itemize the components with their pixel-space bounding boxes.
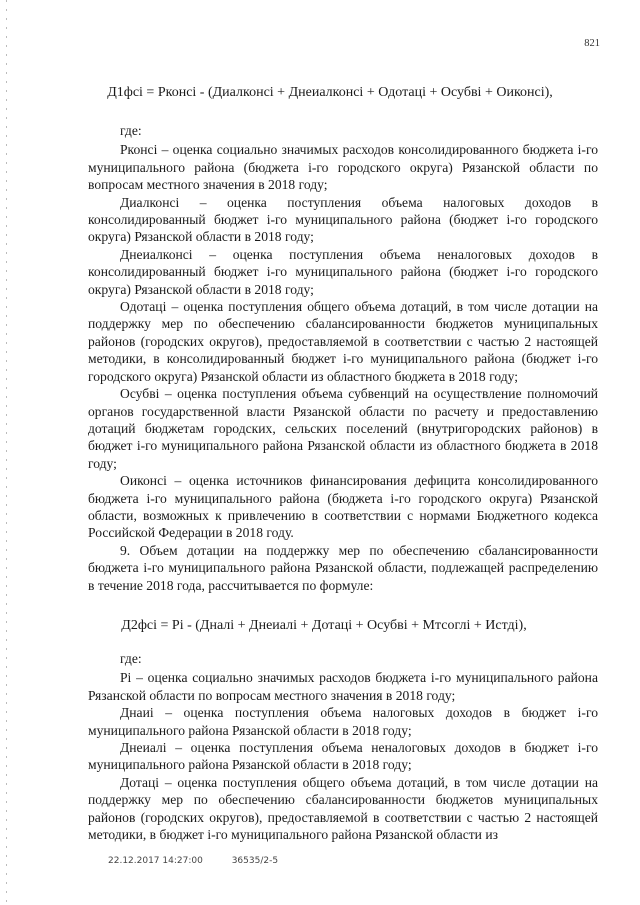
definition-oikons: Оиконсi – оценка источников финансирования дефицита консолидированного бюджета i-го муниципального района (бюджета i-го городского округа) Рязанской области, возможных к привлечению в соответствии с нормами Бюджетного кодекса Российской Федерации в 2018 году. bbox=[88, 473, 598, 541]
formula-d1fs: Д1фсi = Рконсi - (Диалконсi + Днеиалконсi + Одотацi + Осубвi + Оиконсi), bbox=[107, 85, 553, 100]
definition-dnal: Днаиi – оценка поступления объема налоговых доходов в бюджет i-го муниципального района Рязанской области в 2018 году; bbox=[88, 705, 598, 738]
definition-dneial: Днеиалi – оценка поступления объема неналоговых доходов в бюджет i-го муниципального района Рязанской области в 2018 году; bbox=[88, 740, 598, 773]
definition-odotac: Одотацi – оценка поступления общего объема дотаций, в том числе дотации на поддержку мер по обеспечению сбалансированности бюджетов муниципальных районов (городских округов), предоставляемой в соответствии с частью 2 настоящей методики, в консолидированный бюджет i-го муниципального района (бюджет i-го городского округа) Рязанской области из областного бюджета в 2018 году; bbox=[88, 299, 598, 384]
definition-dialkons: Диалконсi – оценка поступления объема налоговых доходов в консолидированный бюджет i-го муниципального района (бюджет i-го городского округа) Рязанской области в 2018 году; bbox=[88, 194, 598, 245]
scan-margin-line bbox=[6, 0, 7, 905]
formula-d2fs: Д2фсi = Рi - (Дналi + Днеиалi + Дотацi + Осубвi + Мтсоглi + Истдi), bbox=[121, 618, 527, 633]
where-label: где: bbox=[120, 123, 142, 138]
footer-doc-code: 36535/2-5 bbox=[231, 856, 279, 866]
definition-osubv: Осубвi – оценка поступления объема субвенций на осуществление полномочий органов государственной власти Рязанской области по расчету и предоставлению дотаций бюджетам городских, сельских поселений (внутригородских районов) в бюджет i-го муниципального района Рязанской области из областного бюджета в 2018 году; bbox=[88, 386, 598, 471]
item-9-paragraph: 9. Объем дотации на поддержку мер по обеспечению сбалансированности бюджета i-го муниципального района Рязанской области, подлежащей распределению в течение 2018 года, рассчитывается по формуле: bbox=[88, 542, 598, 593]
definition-dotac: Дотацi – оценка поступления общего объема дотаций, в том числе дотации на поддержку мер по обеспечению сбалансированности бюджетов муниципальных районов (городских округов), предоставляемой в соответствии с частью 2 настоящей методики, в бюджет i-го муниципального района Рязанской области из bbox=[88, 774, 598, 843]
definition-r: Рi – оценка социально значимых расходов бюджета i-го муниципального района Рязанской области по вопросам местного значения в 2018 году; bbox=[88, 670, 598, 703]
definition-dneialkons: Днеиалконсi – оценка поступления объема неналоговых доходов в консолидированный бюджет i-го муниципального района (бюджет i-го городского округа) Рязанской области в 2018 году; bbox=[88, 246, 598, 297]
where-label-2: где: bbox=[120, 651, 142, 666]
definitions-block-1 bbox=[88, 122, 598, 594]
definition-rkons: Рконсi – оценка социально значимых расходов консолидированного бюджета i-го муниципального района (бюджета i-го городского округа) Рязанской области по вопросам местного значения в 2018 году; bbox=[88, 142, 598, 193]
footer-timestamp: 22.12.2017 14:27:00 bbox=[108, 856, 203, 866]
definitions-block-2 bbox=[88, 650, 598, 843]
footer bbox=[108, 856, 304, 866]
page-number: 821 bbox=[584, 38, 600, 49]
